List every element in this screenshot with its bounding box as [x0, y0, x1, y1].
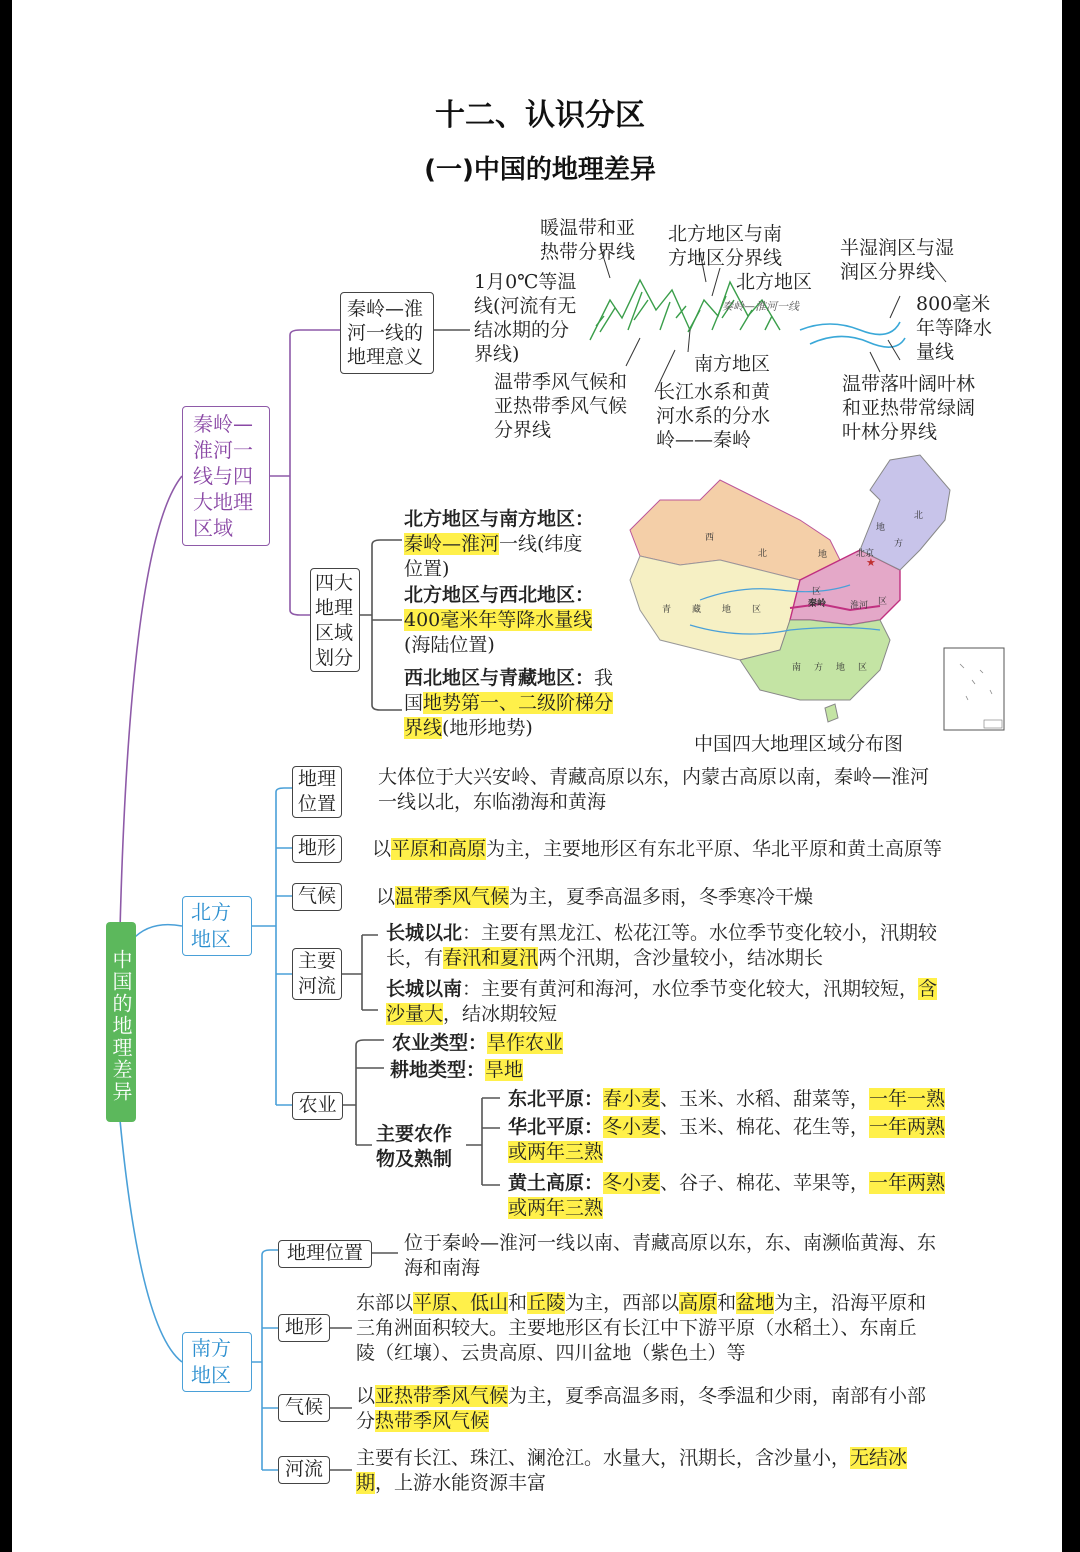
south-terrain-line1: 东部以平原、低山和丘陵为主，西部以高原和盆地为主，沿海平原和 — [356, 1292, 927, 1314]
map-label-n2: 方 — [894, 539, 904, 549]
division-box: 四大地理区域划分 — [310, 568, 360, 672]
page-subtitle: (一)中国的地理差异 — [424, 155, 656, 185]
map-label-nw2: 北 — [758, 549, 768, 559]
south-location-box: 地理位置 — [278, 1240, 372, 1268]
map-island — [825, 704, 838, 722]
anno-jan-isotherm: 1月0℃等温 线(河流有无 结冰期的分 界线) — [474, 271, 577, 365]
map-inset-label-box — [984, 720, 1002, 728]
division-nw-line3: (海陆位置) — [404, 634, 495, 656]
north-climate-text: 以温带季风气候为主，夏季高温多雨，冬季寒冷干燥 — [376, 886, 814, 908]
south-terrain-box: 地形 — [278, 1314, 330, 1342]
anno-watershed: 长江水系和黄 河水系的分水 岭——秦岭 — [656, 381, 771, 451]
map-label-nw3: 地 — [818, 550, 828, 560]
map-label-tb2: 藏 — [692, 605, 702, 615]
anno-warm-temperate: 暖温带和亚 热带分界线 — [540, 217, 636, 263]
north-river-box: 主要河流 — [292, 948, 342, 1000]
map-label-n1: 北 — [914, 511, 924, 521]
section-south: 南方地区 — [182, 1332, 252, 1392]
north-agri-type: 农业类型：旱作农业 — [392, 1032, 564, 1054]
section-qinling-huaihe: 秦岭—淮河一线与四大地理区域 — [182, 406, 270, 546]
map-label-nw4: 区 — [812, 587, 822, 597]
map-label-tb4: 区 — [752, 605, 762, 615]
south-location-line1: 位于秦岭—淮河一线以南、青藏高原以东，东、南濒临黄海、东 — [404, 1232, 937, 1254]
anno-north-south-line: 北方地区与南 方地区分界线 — [668, 223, 783, 269]
south-river-line2: 期，上游水能资源丰富 — [356, 1472, 547, 1494]
north-river-1-line1: 长城以北：主要有黑龙江、松花江等。水位季节变化较小，汛期较 — [386, 922, 938, 944]
map-label-beijing: 北京 — [856, 549, 875, 559]
anno-north-region: 北方地区 — [736, 271, 813, 293]
north-crops-label: 主要农作 物及熟制 — [376, 1123, 453, 1170]
root-node: 中国的地理差异 — [106, 922, 136, 1122]
north-land-type: 耕地类型：旱地 — [390, 1059, 524, 1081]
division-tibet-line2: 国地势第一、二级阶梯分 — [404, 692, 614, 714]
anno-humid-line: 半湿润区与湿 润区分界线 — [840, 237, 955, 283]
division-ns-line3: 位置) — [404, 558, 450, 580]
anno-forest-line: 温带落叶阔叶林 和亚热带常绿阔 叶林分界线 — [842, 373, 976, 443]
south-terrain-line2: 三角洲面积较大。主要地形区有长江中下游平原（水稻土）、东南丘 — [356, 1317, 917, 1339]
map-label-s2: 方 — [814, 663, 824, 673]
map-inset-south-china-sea — [944, 648, 1004, 730]
crop-north-china-line2: 或两年三熟 — [508, 1141, 604, 1163]
map-label-huaihe: 淮河 — [850, 601, 869, 611]
crop-north-china: 华北平原：冬小麦、玉米、棉花、花生等，一年两熟 — [508, 1116, 946, 1138]
map-label-s4: 区 — [858, 663, 868, 673]
north-location-line2: 一线以北，东临渤海和黄海 — [378, 791, 607, 813]
anno-south-region: 南方地区 — [694, 353, 771, 375]
north-river-2-line2: 沙量大，结冰期较短 — [386, 1003, 558, 1025]
division-tibet-line3: 界线(地形地势) — [404, 717, 533, 739]
anno-800mm: 800毫米 年等降水 量线 — [916, 293, 993, 363]
south-climate-line1: 以亚热带季风气候为主，夏季高温多雨，冬季温和少雨，南部有小部 — [356, 1385, 927, 1407]
north-location-line1: 大体位于大兴安岭、青藏高原以东，内蒙古高原以南，秦岭—淮河 — [378, 766, 930, 788]
map-label-n3: 地 — [876, 523, 886, 533]
division-ns: 北方地区与南方地区： — [404, 508, 595, 530]
map-label-tb3: 地 — [722, 605, 732, 615]
crop-northeast: 东北平原：春小麦、玉米、水稻、甜菜等，一年一熟 — [508, 1088, 946, 1110]
map-caption: 中国四大地理区域分布图 — [694, 733, 904, 755]
north-terrain-text: 以平原和高原为主，主要地形区有东北平原、华北平原和黄土高原等 — [372, 838, 943, 860]
significance-box: 秦岭—淮河一线的地理意义 — [340, 292, 434, 374]
south-location-line2: 海和南海 — [404, 1257, 481, 1279]
division-tibet: 西北地区与青藏地区：我 — [404, 667, 614, 689]
south-river-line1: 主要有长江、珠江、澜沧江。水量大，汛期长，含沙量小，无结冰 — [356, 1447, 908, 1469]
north-terrain-box: 地形 — [292, 835, 342, 863]
crop-loess: 黄土高原：冬小麦、谷子、棉花、苹果等，一年两熟 — [508, 1172, 946, 1194]
south-terrain-line3: 陵（红壤）、云贵高原、四川盆地（紫色土）等 — [356, 1342, 746, 1364]
division-nw-line2: 400毫米年等降水量线 — [404, 609, 593, 631]
south-climate-line2: 分热带季风气候 — [356, 1410, 490, 1432]
map-label-qinling: 秦岭 — [808, 599, 827, 609]
anno-climate-line: 温带季风气候和 亚热带季风气候 分界线 — [494, 371, 628, 441]
map-label-tb1: 青 — [662, 605, 672, 615]
map-label-s3: 地 — [836, 663, 846, 673]
north-climate-box: 气候 — [292, 883, 342, 911]
section-north: 北方地区 — [182, 896, 252, 956]
anno-qinling-line: 秦岭—淮河一线 — [722, 300, 799, 313]
map-label-n4: 区 — [878, 597, 888, 607]
north-agri-box: 农业 — [292, 1092, 343, 1120]
page-title: 十二、认识分区 — [435, 98, 645, 133]
map-label-nw1: 西 — [705, 533, 715, 543]
north-river-1-line2: 长，有春汛和夏汛两个汛期，含沙量较小，结冰期长 — [386, 947, 824, 969]
map-beijing-star: ★ — [866, 556, 876, 569]
north-river-2-line1: 长城以南：主要有黄河和海河，水位季节变化较大，汛期较短，含 — [386, 978, 938, 1000]
south-river-box: 河流 — [278, 1456, 330, 1484]
crop-loess-line2: 或两年三熟 — [508, 1197, 604, 1219]
north-location-box: 地理位置 — [292, 766, 342, 818]
map-label-s1: 南 — [792, 663, 802, 673]
division-nw: 北方地区与西北地区： — [404, 584, 595, 606]
division-ns-line2: 秦岭—淮河一线(纬度 — [404, 533, 583, 555]
south-climate-box: 气候 — [278, 1394, 330, 1422]
